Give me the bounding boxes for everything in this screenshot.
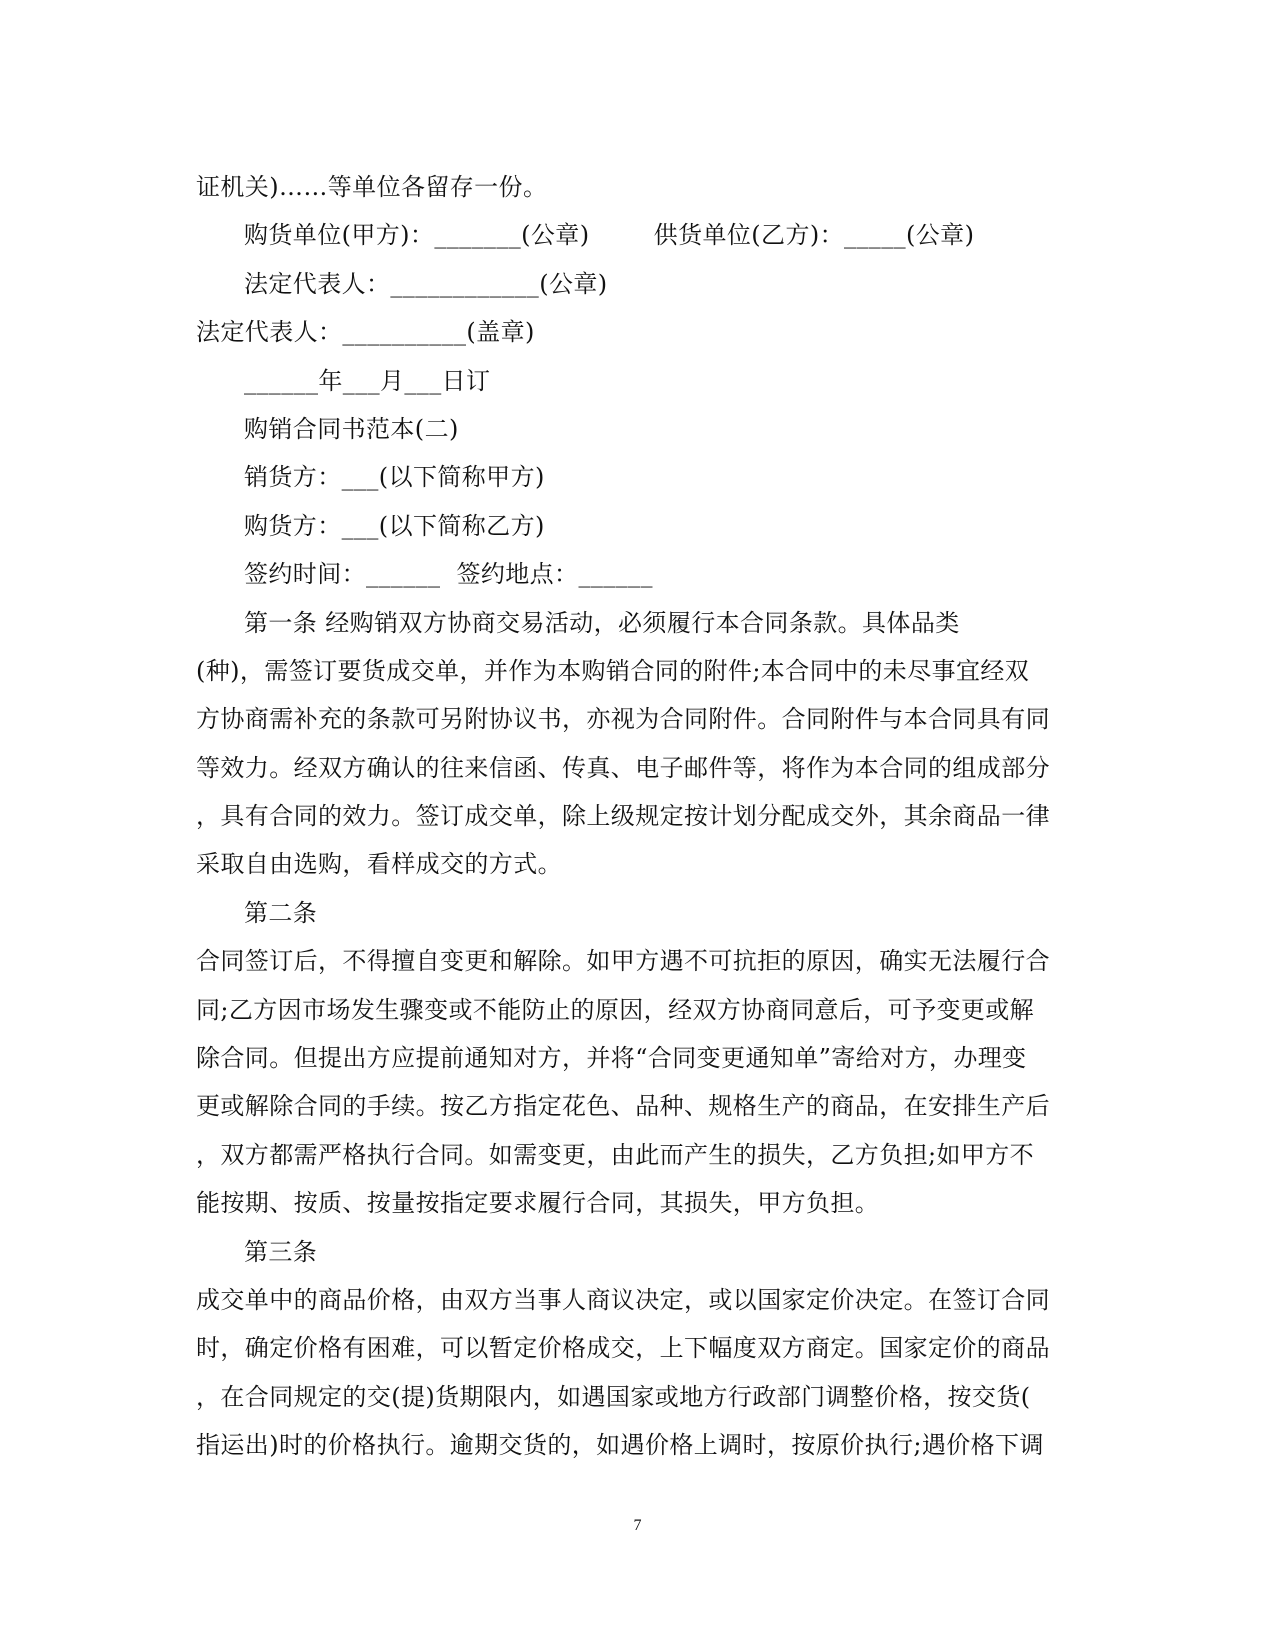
text-line: 同;乙方因市场发生骤变或不能防止的原因，经双方协商同意后，可予变更或解 bbox=[196, 995, 1035, 1024]
section-title: 购销合同书范本(二) bbox=[244, 414, 459, 443]
text-line: 等效力。经双方确认的往来信函、传真、电子邮件等，将作为本合同的组成部分 bbox=[196, 753, 1050, 782]
document-body bbox=[196, 163, 1076, 1470]
text-line: 签约时间：______ 签约地点：______ bbox=[244, 560, 653, 589]
text-line: 采取自由选购，看样成交的方式。 bbox=[196, 850, 562, 879]
text-line: 成交单中的商品价格，由双方当事人商议决定，或以国家定价决定。在签订合同 bbox=[196, 1285, 1050, 1314]
text-line: 能按期、按质、按量按指定要求履行合同，其损失，甲方负担。 bbox=[196, 1189, 880, 1218]
text-line: ，具有合同的效力。签订成交单，除上级规定按计划分配成交外，其余商品一律 bbox=[196, 802, 1050, 831]
text-line: 除合同。但提出方应提前通知对方，并将“合同变更通知单”寄给对方，办理变 bbox=[196, 1044, 1027, 1073]
text-line: 法定代表人：__________(盖章) bbox=[196, 318, 535, 347]
text-line: ，在合同规定的交(提)货期限内，如遇国家或地方行政部门调整价格，按交货( bbox=[196, 1382, 1031, 1411]
text-line: 购货单位(甲方)：_______(公章) 供货单位(乙方)：_____(公章) bbox=[244, 221, 975, 250]
text-line: ______年___月___日订 bbox=[244, 366, 491, 395]
text-line: (种)，需签订要货成交单，并作为本购销合同的附件;本合同中的未尽事宜经双 bbox=[196, 656, 1030, 685]
article-heading: 第三条 bbox=[244, 1237, 318, 1266]
text-line: 购货方：___(以下简称乙方) bbox=[244, 511, 545, 540]
text-line: 销货方：___(以下简称甲方) bbox=[244, 463, 545, 492]
article-heading: 第一条 经购销双方协商交易活动，必须履行本合同条款。具体品类 bbox=[244, 608, 960, 637]
page-number: 7 bbox=[633, 1517, 642, 1534]
text-line: 证机关)……等单位各留存一份。 bbox=[196, 173, 548, 201]
article-heading: 第二条 bbox=[244, 898, 318, 927]
text-line: 合同签订后，不得擅自变更和解除。如甲方遇不可抗拒的原因，确实无法履行合 bbox=[196, 947, 1050, 976]
text-line: 更或解除合同的手续。按乙方指定花色、品种、规格生产的商品，在安排生产后 bbox=[196, 1092, 1050, 1121]
text-line: 指运出)时的价格执行。逾期交货的，如遇价格上调时，按原价执行;遇价格下调 bbox=[196, 1431, 1044, 1460]
text-line: 法定代表人：____________(公章) bbox=[244, 269, 608, 298]
text-line: ，双方都需严格执行合同。如需变更，由此而产生的损失，乙方负担;如甲方不 bbox=[196, 1140, 1035, 1169]
text-line: 时，确定价格有困难，可以暂定价格成交，上下幅度双方商定。国家定价的商品 bbox=[196, 1334, 1050, 1363]
text-line: 方协商需补充的条款可另附协议书，亦视为合同附件。合同附件与本合同具有同 bbox=[196, 705, 1050, 734]
